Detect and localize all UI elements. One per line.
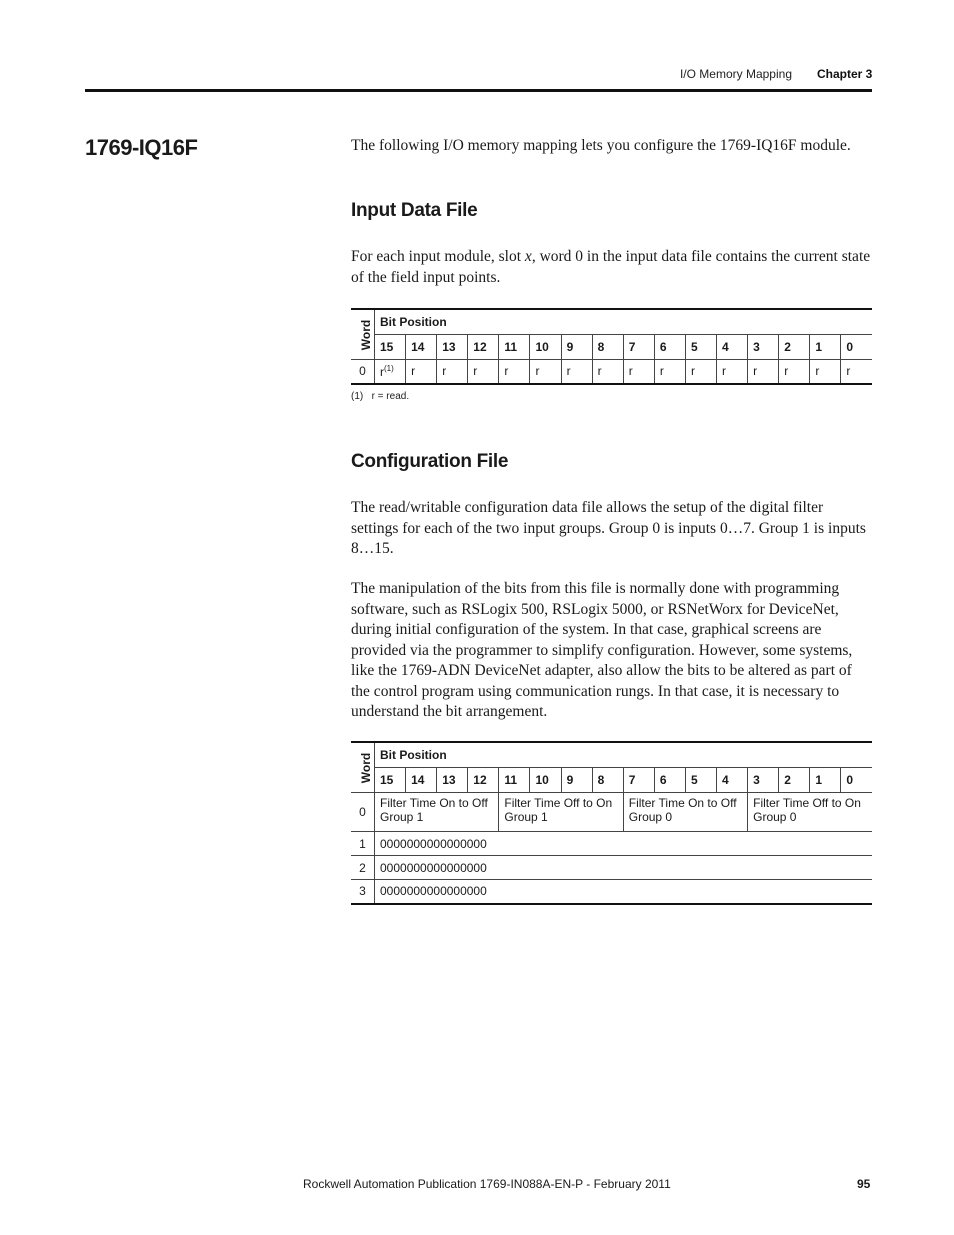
configuration-file-heading: Configuration File <box>351 451 509 472</box>
input-data-file-paragraph <box>351 247 873 288</box>
running-header-chapter: Chapter 3 <box>817 67 873 81</box>
bit-number-2: 2 <box>779 335 810 360</box>
bit-number-row <box>351 335 872 360</box>
bit-position-header: Bit Position <box>375 742 873 768</box>
bit-value: r <box>753 364 758 379</box>
bit-number-8: 8 <box>592 768 623 793</box>
word-label: Word <box>359 752 374 783</box>
table-row <box>351 880 872 904</box>
word-number: 2 <box>351 856 375 880</box>
bit-number-10: 10 <box>530 335 561 360</box>
filter-group-cell: Filter Time On to Off Group 0 <box>623 793 747 832</box>
bit-value: r <box>411 364 416 379</box>
bit-value: r <box>380 364 384 379</box>
bit-number-12: 12 <box>468 335 499 360</box>
filter-group-cell: Filter Time Off to On Group 0 <box>748 793 872 832</box>
bit-number-13: 13 <box>437 335 468 360</box>
footnote-marker: (1) <box>351 391 364 402</box>
bit-cell <box>623 360 654 384</box>
intro-paragraph: The following I/O memory mapping lets you configure the 1769-IQ16F module. <box>351 137 851 154</box>
bit-number-12: 12 <box>468 768 499 793</box>
bit-cell <box>810 360 841 384</box>
word-number: 3 <box>351 880 375 904</box>
configuration-paragraph-2: The manipulation of the bits from this file is normally done with programming software, such as RSLogix 500, RSLogix 5000, or RSNetWorx for DeviceNet, during initial configuration of the system. In that case, graphical screens are provided via the programmer to simplify configuration. However, some systems, like the 1769-ADN DeviceNet adapter, also allow the bits to be altered as part of the control program using communication rungs. In that case, it is necessary to understand the bit arrangement. <box>351 580 853 720</box>
bit-value: r <box>597 364 602 379</box>
bit-number-0: 0 <box>841 768 872 793</box>
bit-cell <box>654 360 685 384</box>
table-row <box>351 793 872 832</box>
configuration-paragraph-1: The read/writable configuration data file allows the setup of the digital filter settings for each of the two input groups. Group 0 is inputs 0…7. Group 1 is inputs 8…15. <box>351 499 866 557</box>
bit-number-6: 6 <box>654 768 685 793</box>
footnote-text: r = read. <box>371 391 410 402</box>
running-header-section: I/O Memory Mapping <box>679 67 792 81</box>
para-text: , word 0 in the input data file contains the current state of the field input points. <box>351 248 871 286</box>
bit-number-7: 7 <box>623 768 654 793</box>
bit-number-15: 15 <box>375 768 406 793</box>
bit-number-14: 14 <box>406 768 437 793</box>
bit-cell <box>375 360 406 384</box>
word-number: 1 <box>351 832 375 856</box>
word-header <box>351 742 375 793</box>
bit-value: r <box>846 364 851 379</box>
bit-number-13: 13 <box>437 768 468 793</box>
bit-number-4: 4 <box>717 768 748 793</box>
bit-cell <box>406 360 437 384</box>
table-row <box>351 856 872 880</box>
filter-group-cell: Filter Time On to Off Group 1 <box>375 793 499 832</box>
configuration-table <box>351 741 872 905</box>
bit-number-3: 3 <box>748 768 779 793</box>
bit-number-9: 9 <box>561 335 592 360</box>
para-text: For each input module, slot <box>351 248 525 265</box>
bit-number-6: 6 <box>654 335 685 360</box>
bit-value: r <box>535 364 540 379</box>
bit-cell <box>717 360 748 384</box>
publication-footer: Rockwell Automation Publication 1769-IN088A-EN-P - February 2011 <box>303 1177 671 1191</box>
bit-cell <box>841 360 872 384</box>
bit-number-15: 15 <box>375 335 406 360</box>
bit-number-11: 11 <box>499 768 530 793</box>
page-number: 95 <box>857 1177 871 1191</box>
bit-value: r <box>690 364 695 379</box>
bit-cell <box>468 360 499 384</box>
footnote <box>351 391 409 402</box>
bit-number-0: 0 <box>841 335 872 360</box>
bit-cell <box>748 360 779 384</box>
header-rule <box>85 89 872 92</box>
bit-number-5: 5 <box>685 335 716 360</box>
footnote-reference: (1) <box>384 363 394 373</box>
bit-value: r <box>628 364 633 379</box>
bit-value: r <box>815 364 820 379</box>
bit-cell <box>592 360 623 384</box>
bit-number-8: 8 <box>592 335 623 360</box>
word-number: 0 <box>351 360 375 384</box>
bit-value: r <box>473 364 478 379</box>
bit-number-5: 5 <box>685 768 716 793</box>
bit-cell <box>561 360 592 384</box>
bit-number-11: 11 <box>499 335 530 360</box>
bit-value: r <box>566 364 571 379</box>
bit-position-header: Bit Position <box>375 309 873 335</box>
filter-group-cell: Filter Time Off to On Group 1 <box>499 793 623 832</box>
word-number: 0 <box>351 793 375 832</box>
input-data-table <box>351 308 872 385</box>
bit-number-1: 1 <box>810 335 841 360</box>
bit-number-1: 1 <box>810 768 841 793</box>
word-value: 0000000000000000 <box>375 880 873 904</box>
bit-cell <box>437 360 468 384</box>
word-header <box>351 309 375 360</box>
bit-number-10: 10 <box>530 768 561 793</box>
bit-number-9: 9 <box>561 768 592 793</box>
word-value: 0000000000000000 <box>375 832 873 856</box>
bit-number-7: 7 <box>623 335 654 360</box>
word-label: Word <box>359 319 374 350</box>
bit-number-3: 3 <box>748 335 779 360</box>
page-title: 1769-IQ16F <box>85 135 198 160</box>
bit-cell <box>499 360 530 384</box>
bit-cell <box>779 360 810 384</box>
bit-value: r <box>504 364 509 379</box>
bit-cell <box>685 360 716 384</box>
bit-cell <box>530 360 561 384</box>
bit-value: r <box>784 364 789 379</box>
bit-value: r <box>722 364 727 379</box>
bit-number-2: 2 <box>779 768 810 793</box>
bit-number-row <box>351 768 872 793</box>
input-data-file-heading: Input Data File <box>351 200 478 221</box>
bit-number-4: 4 <box>717 335 748 360</box>
slot-variable: x <box>524 248 532 265</box>
table-row <box>351 832 872 856</box>
table-row <box>351 360 872 384</box>
bit-number-14: 14 <box>406 335 437 360</box>
bit-value: r <box>659 364 664 379</box>
bit-value: r <box>442 364 447 379</box>
word-value: 0000000000000000 <box>375 856 873 880</box>
